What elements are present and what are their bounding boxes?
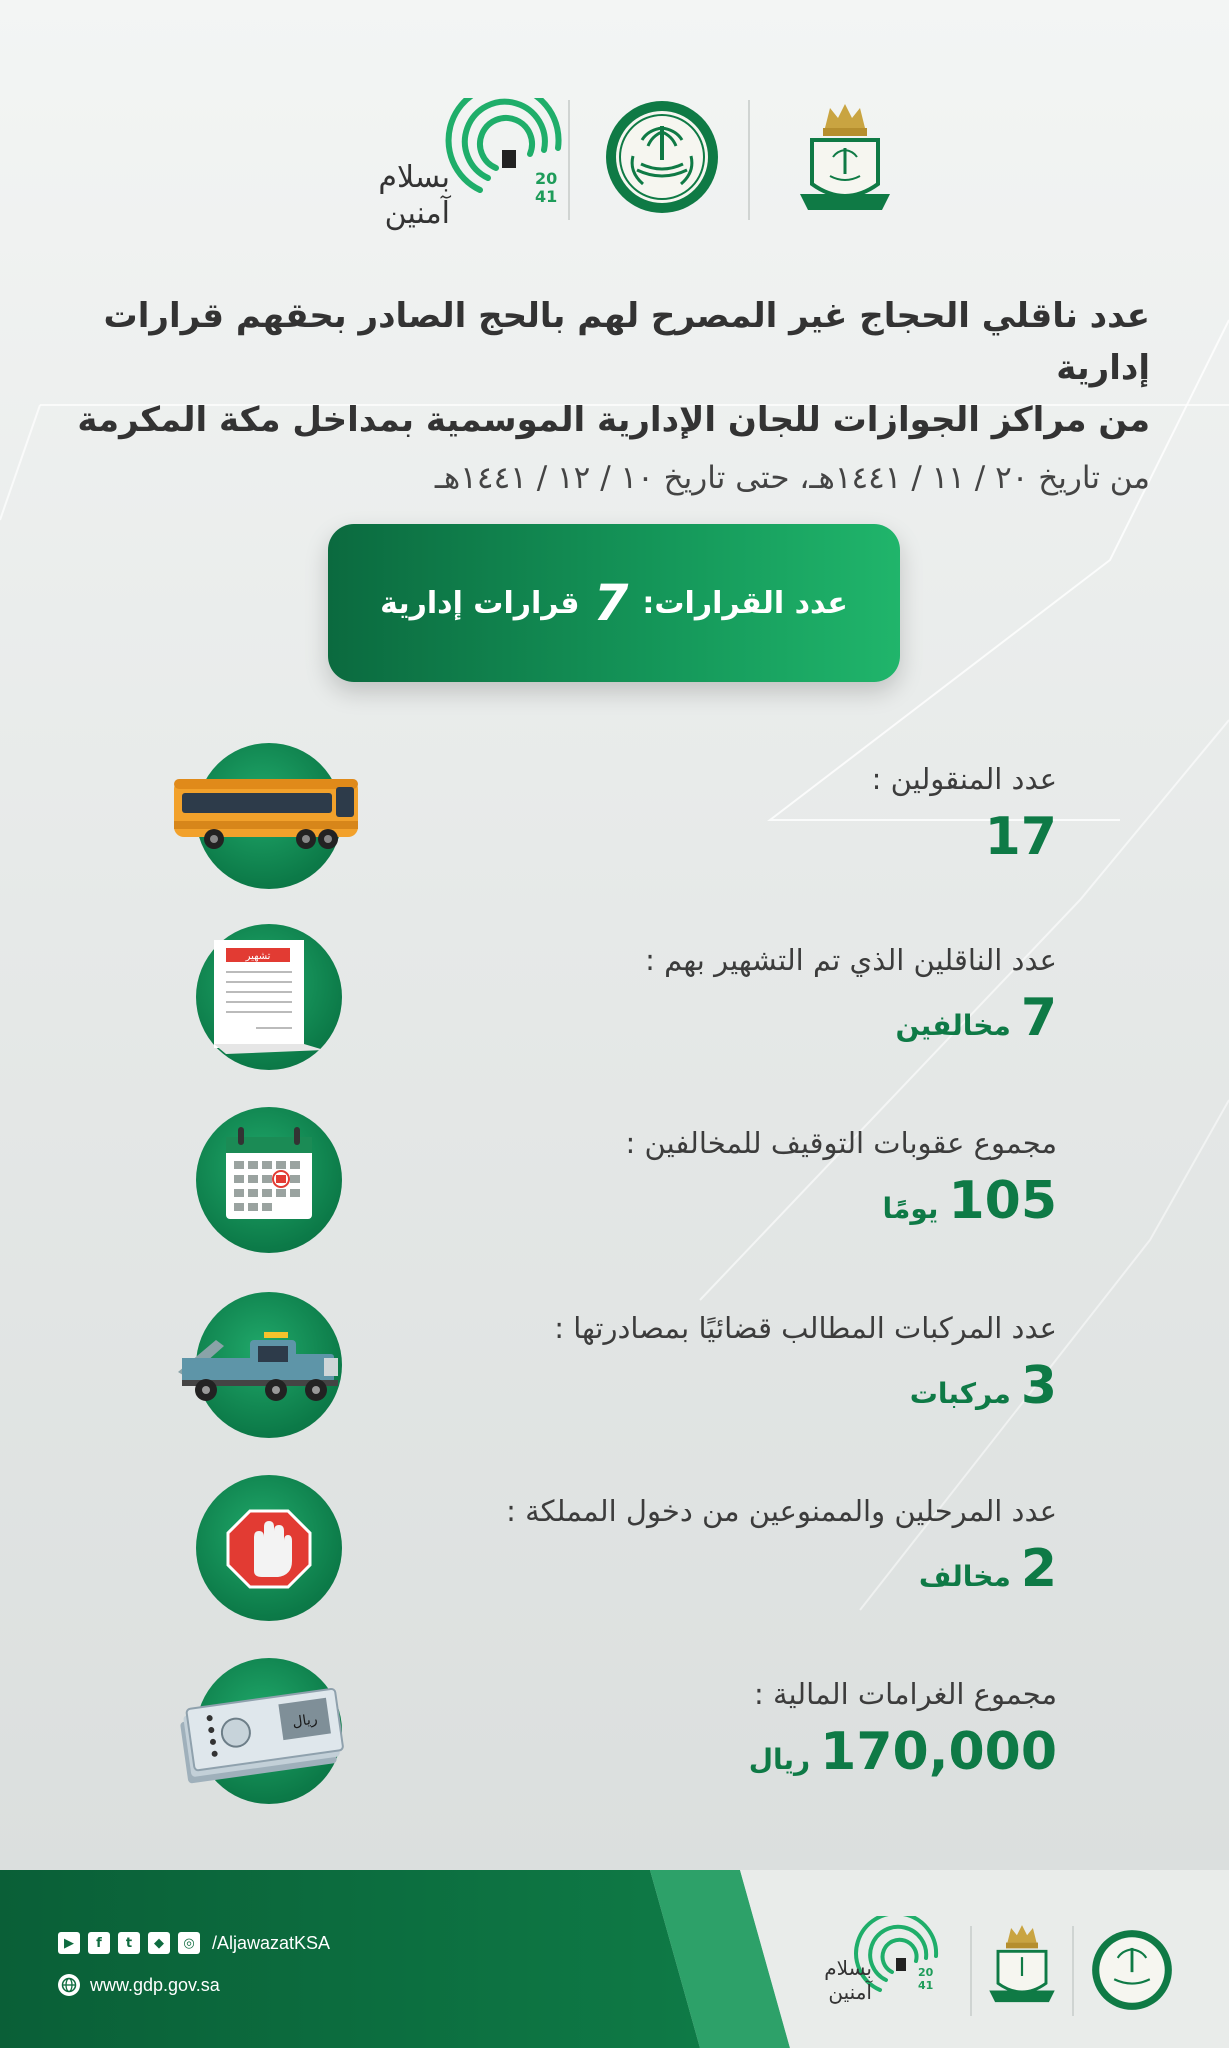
banknotes-icon	[196, 1658, 342, 1804]
stat-label: مجموع الغرامات المالية :	[754, 1677, 1057, 1711]
notice-text: تشهير	[245, 951, 271, 962]
stat-unit: مخالفين	[895, 1009, 1011, 1042]
jawazat-emblem	[790, 98, 900, 228]
stat-icon-circle	[196, 1107, 342, 1253]
stat-unit: مركبات	[909, 1377, 1011, 1410]
palm-swords-emblem-icon	[1090, 1928, 1174, 2012]
decisions-value: 7	[593, 574, 629, 632]
stat-icon-circle	[196, 743, 342, 889]
salam-logo-text: بسلام آمنين	[378, 160, 450, 231]
snapchat-icon[interactable]: ◆	[148, 1932, 170, 1954]
decisions-count-box	[328, 524, 900, 682]
salam-logo-year	[918, 1966, 933, 1992]
website-link[interactable]	[58, 1974, 220, 1996]
calendar-icon	[196, 1107, 342, 1253]
year-top: 20	[918, 1966, 934, 1979]
stat-row-detention	[0, 1107, 1229, 1257]
stat-row-vehicles	[0, 1292, 1229, 1442]
decisions-unit: قرارات إدارية	[380, 585, 580, 621]
salam-logo-year	[535, 170, 557, 206]
stat-label: عدد المرحلين والممنوعين من دخول المملكة :	[506, 1494, 1057, 1528]
stat-value	[357, 1354, 1057, 1418]
twitter-icon[interactable]: t	[118, 1932, 140, 1954]
stat-number: 7	[1020, 988, 1057, 1048]
stat-icon-circle	[196, 924, 342, 1070]
stat-icon-circle	[196, 1475, 342, 1621]
stat-row-deported	[0, 1475, 1229, 1625]
stat-label: مجموع عقوبات التوقيف للمخالفين :	[625, 1126, 1057, 1160]
tow-truck-icon	[196, 1292, 342, 1438]
headline	[60, 290, 1150, 500]
jawazat-crown-emblem-icon	[790, 98, 900, 228]
headline-line-1: عدد ناقلي الحجاج غير المصرح لهم بالحج الصادر بحقهم قرارات إدارية	[103, 296, 1150, 388]
stat-unit: يومًا	[882, 1192, 939, 1225]
stat-number: 2	[1020, 1539, 1057, 1599]
date-range: من تاريخ ٢٠ / ١١ / ١٤٤١هـ، حتى تاريخ ١٠ / ١٢ / ١٤٤١هـ	[434, 460, 1150, 496]
salam-logo-text: بسلام آمنين	[824, 1956, 872, 2004]
stat-unit: ريال	[748, 1743, 811, 1776]
year-bottom: 41	[918, 1979, 934, 1992]
stat-label: عدد المركبات المطالب قضائيًا بمصادرتها :	[554, 1311, 1057, 1345]
stat-value	[357, 1720, 1057, 1784]
headline-line-2: من مراكز الجوازات للجان الإدارية الموسمية بمداخل مكة المكرمة	[77, 400, 1150, 440]
headline-title	[60, 290, 1150, 446]
stat-row-fines	[0, 1658, 1229, 1808]
ministry-interior-emblem	[603, 98, 721, 216]
logo-divider	[970, 1926, 972, 2016]
stat-value	[357, 1537, 1057, 1601]
globe-icon	[58, 1974, 80, 1996]
stat-value	[357, 805, 1057, 869]
banknote-text: ريال	[291, 1711, 319, 1731]
logo-divider	[1072, 1926, 1074, 2016]
decisions-label: عدد القرارات:	[642, 585, 848, 621]
stat-icon-circle	[196, 1658, 342, 1804]
stat-unit: مخالف	[918, 1560, 1011, 1593]
instagram-icon[interactable]: ◎	[178, 1932, 200, 1954]
stat-icon-circle	[196, 1292, 342, 1438]
youtube-icon[interactable]: ▶	[58, 1932, 80, 1954]
stat-number: 17	[984, 807, 1057, 867]
stat-row-publicized	[0, 924, 1229, 1074]
year-top: 20	[535, 169, 558, 188]
stat-number: 3	[1020, 1356, 1057, 1416]
stat-number: 170,000	[820, 1722, 1057, 1782]
social-links	[58, 1932, 330, 1954]
bus-icon	[196, 743, 342, 889]
notice-document-icon	[196, 924, 342, 1070]
stat-label: عدد المنقولين :	[871, 762, 1057, 796]
footer	[0, 1870, 1229, 2048]
footer-logos	[770, 1916, 1190, 2036]
stat-value	[357, 1169, 1057, 1233]
header-logos	[300, 90, 940, 250]
logo-divider	[568, 100, 570, 220]
palm-swords-emblem-icon	[603, 98, 721, 216]
stat-label: عدد الناقلين الذي تم التشهير بهم :	[645, 943, 1057, 977]
social-handle[interactable]: /AljawazatKSA	[212, 1932, 331, 1953]
jawazat-crown-emblem-icon	[982, 1920, 1062, 2016]
stop-hand-icon	[196, 1475, 342, 1621]
logo-divider	[748, 100, 750, 220]
stat-row-transported	[0, 743, 1229, 893]
stat-number: 105	[948, 1171, 1057, 1231]
salam-amineen-logo	[330, 98, 580, 231]
facebook-icon[interactable]: f	[88, 1932, 110, 1954]
year-bottom: 41	[535, 187, 558, 206]
stat-value	[357, 986, 1057, 1050]
website-url[interactable]: www.gdp.gov.sa	[90, 1974, 220, 1995]
